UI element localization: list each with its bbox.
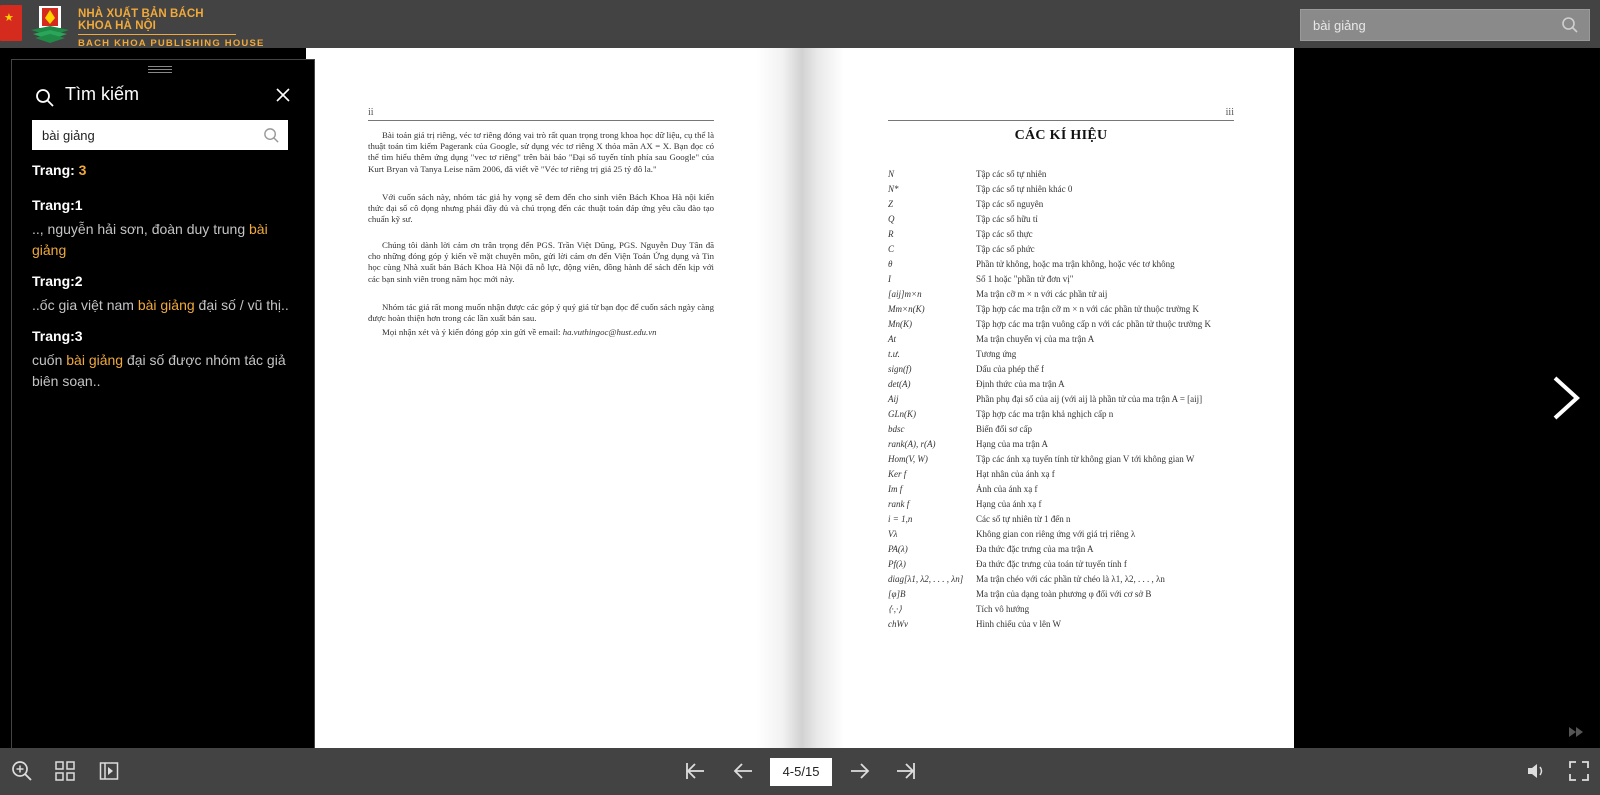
book-spread[interactable] [306, 48, 1294, 748]
symbol-description: Tập các số tự nhiên [976, 169, 1047, 179]
snippet-text: .., nguyễn hải sơn, đoàn duy trung [32, 221, 249, 237]
symbol-row [888, 259, 1268, 274]
paragraph: Chúng tôi dành lời cảm ơn trân trọng đến PGS. Trần Việt Dũng, PGS. Nguyễn Duy Tân đã cho những đóng góp ý kiến về mặt chuyên môn, gửi lời cảm ơn đến Viện Toán Ứng dụng và Tin học cùng Nhà xuất bản Bách Khoa Hà Nội đã nỗ lực, động viên, đồng hành để sách đến kịp với các bạn sinh viên trong năm học mới này. [368, 240, 714, 284]
symbol-row [888, 169, 1268, 184]
right-page[interactable] [888, 48, 1234, 748]
symbol-row [888, 424, 1268, 439]
fullscreen-icon[interactable] [1568, 760, 1590, 782]
symbol-row [888, 229, 1268, 244]
symbol-row [888, 319, 1268, 334]
paragraph: Với cuốn sách này, nhóm tác giả hy vọng sẽ đem đến cho sinh viên Bách Khoa Hà nội kiến thức đại số cô đọng nhưng phải đầy đủ và chú trọng đến các thuật toán đáp ứng yêu cầu đào tạo chuẩn kỹ sư. [368, 192, 714, 225]
result-page: Trang:3 [32, 328, 83, 344]
header-rule [888, 120, 1234, 121]
paragraph [368, 327, 714, 338]
contact-text: Mọi nhận xét và ý kiến đóng góp xin gửi về email: [382, 327, 563, 337]
symbol: N [888, 169, 895, 179]
symbol: t.ư. [888, 349, 900, 359]
symbol-row [888, 214, 1268, 229]
symbol: At [888, 334, 896, 344]
snippet-highlight: bài giảng [66, 352, 124, 368]
first-page-icon[interactable] [684, 760, 706, 782]
snippet-highlight: bài giảng [32, 221, 268, 258]
symbol: i = 1,n [888, 514, 913, 524]
brand-line1: NHÀ XUẤT BẢN BÁCH KHOA HÀ NỘI [78, 8, 236, 35]
symbol-row [888, 349, 1268, 364]
symbol-description: Tích vô hướng [976, 604, 1030, 614]
search-result[interactable] [32, 273, 290, 316]
symbol-description: Tập các số phức [976, 244, 1035, 254]
search-icon[interactable] [1561, 16, 1579, 34]
snippet-text: cuốn [32, 352, 67, 368]
auto-flip-icon[interactable] [1568, 725, 1584, 739]
symbol: sign(f) [888, 364, 912, 374]
close-icon[interactable] [275, 87, 291, 103]
symbol: Aij [888, 394, 899, 404]
symbol-row [888, 619, 1268, 634]
symbol-description: Không gian con riêng ứng với giá trị riêng λ [976, 529, 1136, 539]
snippet-text: ..ốc gia việt nam [32, 297, 138, 313]
symbol: θ [888, 259, 893, 269]
symbols-table [888, 169, 1268, 634]
symbol: Ker f [888, 469, 907, 479]
search-icon [35, 88, 55, 108]
symbol-row [888, 559, 1268, 574]
symbol-row [888, 199, 1268, 214]
top-search-box [1300, 9, 1590, 41]
symbol: PA(λ) [888, 544, 908, 554]
thumbnails-icon[interactable] [54, 760, 76, 782]
next-page-icon[interactable] [849, 760, 871, 782]
symbol: C [888, 244, 895, 254]
result-snippet [32, 350, 290, 392]
drag-handle[interactable] [148, 66, 172, 74]
symbol-row [888, 514, 1268, 529]
symbol-row [888, 589, 1268, 604]
symbol-description: Ma trận chéo với các phần tử chéo là λ1, λ2, . . . , λn [976, 574, 1165, 584]
search-icon[interactable] [263, 127, 280, 144]
page-number: iii [1225, 107, 1234, 118]
symbol: chWv [888, 619, 908, 629]
symbol-description: Ma trận chuyển vị của ma trận A [976, 334, 1095, 344]
symbol-row [888, 289, 1268, 304]
search-result[interactable] [32, 328, 290, 392]
paragraph: Nhóm tác giả rất mong muốn nhận được các góp ý quý giá từ bạn đọc để cuốn sách ngày càng được hoàn thiện hơn trong các lần xuất bản sau. [368, 302, 714, 324]
symbol: Hom(V, W) [888, 454, 928, 464]
search-result[interactable] [32, 197, 290, 261]
symbol-description: Dấu của phép thế f [976, 364, 1044, 374]
brand-name [78, 8, 265, 49]
symbol-description: Tập các số nguyên [976, 199, 1044, 209]
snippet-highlight: bài giảng [137, 297, 195, 313]
symbol-row [888, 439, 1268, 454]
symbol: det(A) [888, 379, 911, 389]
symbols-title: CÁC KÍ HIỆU [1014, 128, 1108, 143]
symbol: Mm×n(K) [888, 304, 925, 314]
result-page: Trang:1 [32, 197, 83, 213]
result-snippet [32, 219, 290, 261]
publisher-logo-icon: ★ [0, 5, 22, 41]
symbol: Mn(K) [888, 319, 912, 329]
symbol-row [888, 604, 1268, 619]
symbol-row [888, 469, 1268, 484]
panel-search-input[interactable] [32, 120, 252, 150]
result-page: Trang:2 [32, 273, 83, 289]
symbol-row [888, 304, 1268, 319]
result-count-label: Trang: [32, 162, 75, 178]
symbol: R [888, 229, 894, 239]
symbol-description: Ảnh của ánh xạ f [976, 484, 1038, 494]
symbol-row [888, 544, 1268, 559]
symbol: [aij]m×n [888, 289, 922, 299]
symbol-row [888, 499, 1268, 514]
symbol-row [888, 484, 1268, 499]
snippet-text: đại số được nhóm tác giả biên soạn.. [32, 352, 286, 389]
symbol: I [888, 274, 891, 284]
symbol-description: Hình chiếu của v lên W [976, 619, 1062, 629]
search-panel [11, 59, 315, 760]
previous-page-icon[interactable] [732, 760, 754, 782]
symbol-description: Tập các số hữu tỉ [976, 214, 1038, 224]
symbol-description: Tập các số tự nhiên khác 0 [976, 184, 1073, 194]
symbol: diag[λ1, λ2, . . . , λn] [888, 574, 964, 584]
symbol-row [888, 274, 1268, 289]
symbol-row [888, 394, 1268, 409]
symbol-description: Tập các số thực [976, 229, 1033, 239]
panel-title: Tìm kiếm [65, 84, 139, 104]
result-count-value: 3 [78, 162, 87, 178]
panel-search-box [32, 120, 288, 150]
top-bar [0, 0, 1600, 48]
symbol: GLn(K) [888, 409, 917, 419]
snippet-text: đại số / vũ thị.. [194, 297, 289, 313]
symbol-description: Tập hợp các ma trận vuông cấp n với các phần tử thuộc trường K [976, 319, 1211, 329]
header-rule [368, 120, 714, 121]
symbol-description: Đa thức đặc trưng của ma trận A [976, 544, 1094, 554]
page-number: ii [368, 107, 374, 118]
symbol-row [888, 409, 1268, 424]
symbol: Pf(λ) [888, 559, 906, 569]
symbol-row [888, 379, 1268, 394]
symbol-description: Biến đổi sơ cấp [976, 424, 1032, 434]
left-page[interactable] [368, 48, 714, 748]
symbol-description: Phần tử không, hoặc ma trận không, hoặc véc tơ không [976, 259, 1175, 269]
symbol: bdsc [888, 424, 905, 434]
bach-khoa-logo-icon [29, 4, 71, 44]
symbol: ⟨·,·⟩ [888, 604, 902, 614]
symbol-description: Ma trận của dạng toàn phương φ đối với cơ sở B [976, 589, 1152, 599]
page-indicator[interactable]: 4-5/15 [770, 758, 832, 786]
brand-line2: BACH KHOA PUBLISHING HOUSE [78, 38, 265, 49]
symbol-row [888, 334, 1268, 349]
symbol-description: Hạng của ánh xạ f [976, 499, 1042, 509]
symbol-description: Các số tự nhiên từ 1 đến n [976, 514, 1071, 524]
symbol-description: Ma trận cỡ m × n với các phần tử aij [976, 289, 1108, 299]
symbol-description: Tập hợp các ma trận khả nghịch cấp n [976, 409, 1114, 419]
result-count [32, 162, 86, 178]
symbol: rank(A), r(A) [888, 439, 936, 449]
symbol-description: Tương ứng [976, 349, 1017, 359]
symbol: Im f [888, 484, 903, 494]
symbol-row [888, 529, 1268, 544]
paragraph: Bài toán giá trị riêng, véc tơ riêng đóng vai trò rất quan trọng trong khoa học dữ liệu, cụ thể là thuật toán tìm kiếm Pagerank của Google, sử dụng véc tơ riêng X thỏa mãn AX = X. Bạn đọc có thể tìm hiểu thêm ứng dụng "vec tơ riêng" trên bài báo "Đại số tuyến tính phía sau Google" của Kurt Bryan và Tanya Leise năm 2006, đã viết về "Véc tơ riêng trị giá 25 tỷ đô la." [368, 130, 714, 174]
last-page-icon[interactable] [895, 760, 917, 782]
sound-icon[interactable] [1525, 760, 1547, 782]
symbol-description: Hạt nhân của ánh xạ f [976, 469, 1055, 479]
symbol-row [888, 184, 1268, 199]
symbol: rank f [888, 499, 910, 509]
symbol-description: Hạng của ma trận A [976, 439, 1048, 449]
symbol-description: Tập các ánh xạ tuyến tính từ không gian V tới không gian W [976, 454, 1195, 464]
contact-email: ha.vuthingoc@hust.edu.vn [562, 327, 657, 337]
top-search-input[interactable] [1301, 10, 1551, 40]
symbol-description: Phần phụ đại số của aij (với aij là phần tử của ma trận A = [aij] [976, 394, 1203, 404]
symbol-description: Định thức của ma trận A [976, 379, 1065, 389]
symbol: N* [888, 184, 899, 194]
symbol-description: Số 1 hoặc "phần tử đơn vị" [976, 274, 1074, 284]
symbol-description: Tập hợp các ma trận cỡ m × n với các phần tử thuộc trường K [976, 304, 1200, 314]
bottom-toolbar [0, 748, 1600, 795]
symbol-row [888, 574, 1268, 589]
symbol: [φ]B [888, 589, 906, 599]
symbol-row [888, 364, 1268, 379]
symbol: Q [888, 214, 895, 224]
next-arrow-icon[interactable] [1551, 375, 1581, 421]
symbol-row [888, 454, 1268, 469]
result-snippet [32, 295, 290, 316]
zoom-in-icon[interactable] [11, 760, 33, 782]
search-results [32, 197, 290, 404]
symbol-description: Đa thức đặc trưng của toán tử tuyến tính f [976, 559, 1127, 569]
symbol: Vλ [888, 529, 898, 539]
table-of-contents-icon[interactable] [98, 760, 120, 782]
symbol: Z [888, 199, 894, 209]
book-gutter [756, 48, 844, 748]
symbol-row [888, 244, 1268, 259]
